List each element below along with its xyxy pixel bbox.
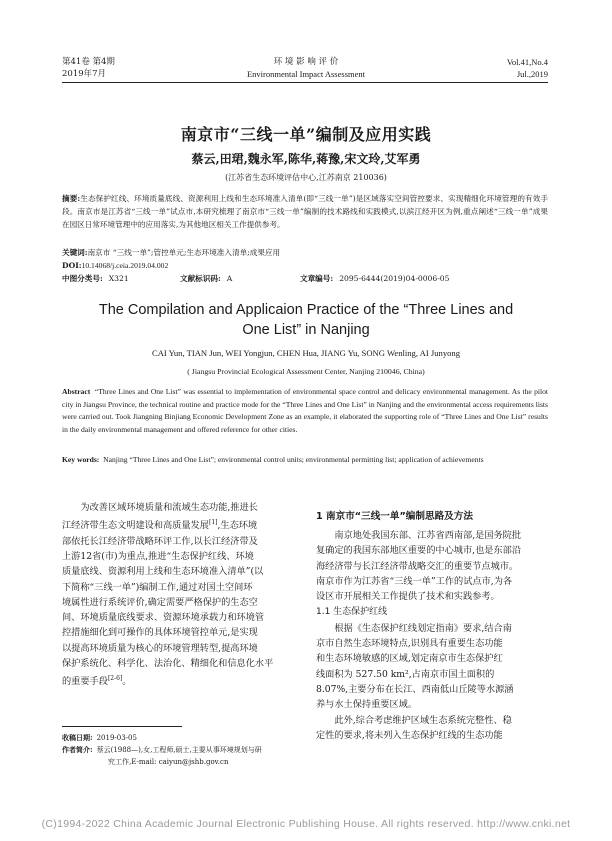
body-line (62, 534, 298, 549)
doc-code-value: A (226, 274, 233, 283)
clc-number (62, 272, 129, 285)
body-line: 定性的要求,将未列入生态保护红线的生态功能 (316, 729, 503, 741)
body-line: 线面积为 527.50 km²,占南京市国土面积的 (316, 668, 495, 680)
section-paragraph-1 (316, 528, 550, 604)
body-line: 和生态环境敏感的区域,划定南京市生态保护红 (316, 653, 503, 665)
body-line (62, 610, 298, 625)
abstract-en-text: “Three Lines and One List” was essential to implementation of environmental space control and delicacy environmental management. As the pilot city in Jiangsu Province, the technical routine and practice mode for the “Three Lines and One List” in Nanjing and the environmental access requirements lists were carried out. Took Jiangning Binjiang Economic Development Zone as an example, it elaborated the supporting role of “Three Lines and One List” results in the daily environmental management and offered reference for other cities. (62, 387, 548, 434)
doi (62, 259, 548, 272)
body-line: 南京地处我国东部、江苏省西南部,是国务院批 (334, 530, 522, 541)
copyright-watermark: (C)1994-2022 China Academic Journal Electronic Publishing House. All rights reserved. http://www.cnki.net (41, 818, 571, 830)
body-line: 养与水土保持重要区域。 (316, 699, 418, 711)
doc-code-label: 文献标识码: (180, 274, 221, 283)
body-text: 部依托长江经济带战略环评工作,以长江经济带及 (62, 535, 258, 547)
journal-name (206, 56, 406, 80)
body-text: 的重要手段 (62, 676, 108, 688)
body-line (62, 515, 298, 533)
body-line: 8.07%,主要分布在长江、西南低山丘陵等水源涵 (316, 683, 514, 695)
right-column (316, 508, 550, 743)
body-text: 江经济带生态文明建设和高质量发展 (62, 520, 209, 532)
doi-value: 10.14068/j.ceia.2019.04.002 (81, 261, 169, 270)
keywords-en-text: Nanjing “Three Lines and One List”; environmental control units; environmental permitting list; application of achievements (103, 455, 484, 464)
body-text: 间、环境质量底线要求、资源环境承载力和环境管 (62, 612, 265, 624)
body-text: 质量底线、资源利用上线和生态环境准入清单”(以 (62, 566, 264, 578)
body-text: 。 (122, 676, 132, 688)
body-text: 控措施细化到可操作的具体环境管控单元,是实现 (62, 627, 258, 639)
abstract-cn-label: 摘要: (62, 194, 81, 203)
body-line (62, 671, 298, 689)
keywords-cn (62, 246, 548, 259)
body-line (62, 500, 298, 515)
doi-label: DOI: (62, 261, 82, 270)
body-line: 设区市开展相关工作提供了技术和实践参考。 (316, 591, 500, 603)
received-value: 2019-03-05 (96, 734, 137, 742)
header-rule (62, 82, 548, 83)
english-title (80, 300, 532, 340)
body-line: 京市自然生态环境特点,识别具有重要生态功能 (316, 638, 503, 650)
keywords-cn-label: 关键词: (62, 248, 88, 257)
abstract-en (62, 386, 548, 436)
article-number (300, 272, 449, 285)
journal-name-en: Environmental Impact Assessment (246, 69, 366, 79)
clc-value: X321 (108, 274, 129, 283)
author-bio-line1: 蔡云(1988—),女,工程师,硕士,主要从事环境规划与研 (96, 746, 262, 754)
body-line (62, 641, 298, 656)
article-no-label: 文章编号: (300, 274, 334, 283)
volume-issue: 第41卷 第4期 (62, 57, 115, 67)
body-text: 上游12省(市)为重点,推进“生态保护红线、环境 (62, 550, 254, 562)
abstract-cn-text: 生态保护红线、环境质量底线、资源利用上线和生态环境准入清单(即“三线一单”)是区域落实空间管控要求、实现精细化环境管理的有效手段。南京市是江苏省“三线一单”试点市,本研究梳理了南京市“三线一单”编制的技术路线和实践模式,以滨江经开区为例,重点阐述“三线一单”成果在园区日常环境管理中的应用落实,为其他地区相关工作提供参考。 (62, 194, 548, 229)
body-line (62, 656, 298, 671)
footnote-rule (62, 726, 182, 727)
english-title-line1: The Compilation and Applicaion Practice of the “Three Lines and (98, 302, 514, 318)
body-line: 根据《生态保护红线划定指南》要求,结合南 (334, 622, 512, 634)
page-title: 南京市“三线一单”编制及应用实践 (180, 125, 432, 144)
body-text: 为改善区域环境质量和流域生态功能,推进长 (80, 502, 258, 513)
authors-cn: 蔡云,田珺,魏永军,陈华,蒋豫,宋文玲,艾军勇 (191, 152, 421, 166)
footnote (62, 732, 302, 768)
issue-date-en: Jul.,2019 (516, 69, 548, 79)
abstract-cn (62, 192, 548, 231)
body-line: 海经济带与长江经济带战略交汇的重要节点城市。 (316, 560, 519, 572)
affiliation-en: ( Jiangsu Provincial Ecological Assessment Center, Nanjing 210046, China) (187, 367, 425, 376)
english-title-line2: One List” in Nanjing (242, 322, 370, 338)
authors-en: CAI Yun, TIAN Jun, WEI Yongjun, CHEN Hua, JIANG Yu, SONG Wenling, AI Junyong (151, 348, 461, 358)
keywords-en (62, 454, 548, 467)
intro-paragraph (62, 500, 298, 690)
body-line (62, 549, 298, 564)
section-paragraph-2 (316, 621, 550, 713)
received-label: 收稿日期: (62, 733, 93, 742)
abstract-en-label: Abstract (62, 387, 91, 396)
doc-code (180, 272, 232, 285)
body-line: 此外,综合考虑维护区域生态系统完整性、稳 (334, 714, 512, 726)
author-bio-cont: 究工作,E-mail: caiyun@jshb.gov.cn (108, 758, 229, 766)
body-line: 复确定的我国东部地区重要的中心城市,也是东部沿 (316, 545, 522, 557)
body-line: 南京市作为江苏省“三线一单”工作的试点市,为各 (316, 575, 513, 587)
body-text: ,生态环境 (217, 520, 258, 532)
body-text: 下简称“三线一单”)编制工作,通过对国土空间环 (62, 581, 253, 593)
section-paragraph-3 (316, 713, 550, 744)
citation: [2-6] (107, 675, 123, 683)
body-line (62, 564, 298, 579)
clc-label: 中图分类号: (62, 274, 103, 283)
author-bio-label: 作者简介: (62, 745, 93, 754)
keywords-en-label: Key words: (62, 455, 100, 464)
journal-volume-en (507, 56, 548, 80)
citation: [1] (209, 519, 218, 527)
issue-date: 2019年7月 (62, 69, 107, 79)
article-no-value: 2095-6444(2019)04-0006-05 (339, 274, 450, 283)
body-line (62, 595, 298, 610)
section-heading: 1 南京市“三线一单”编制思路及方法 (316, 511, 473, 522)
author-bio (62, 744, 302, 756)
body-line (62, 625, 298, 640)
body-text: 保护系统化、科学化、法治化、精细化和信息化水平 (62, 658, 274, 670)
body-text: 境属性进行系统评价,确定需要严格保护的生态空 (62, 596, 258, 608)
affiliation-cn: (江苏省生态环境评估中心,江苏南京 210036) (225, 173, 387, 182)
journal-volume-issue (62, 56, 115, 80)
body-line (62, 580, 298, 595)
journal-name-cn: 环 境 影 响 评 价 (273, 57, 339, 67)
keywords-cn-text: 南京市 “三线一单”;管控单元;生态环境准入清单;成果应用 (87, 248, 281, 257)
subsection-heading: 1.1 生态保护红线 (316, 607, 388, 618)
received-date (62, 732, 302, 744)
body-text: 以提高环境质量为核心的环境管理转型,提高环境 (62, 642, 258, 654)
volume-issue-en: Vol.41,No.4 (506, 57, 548, 67)
